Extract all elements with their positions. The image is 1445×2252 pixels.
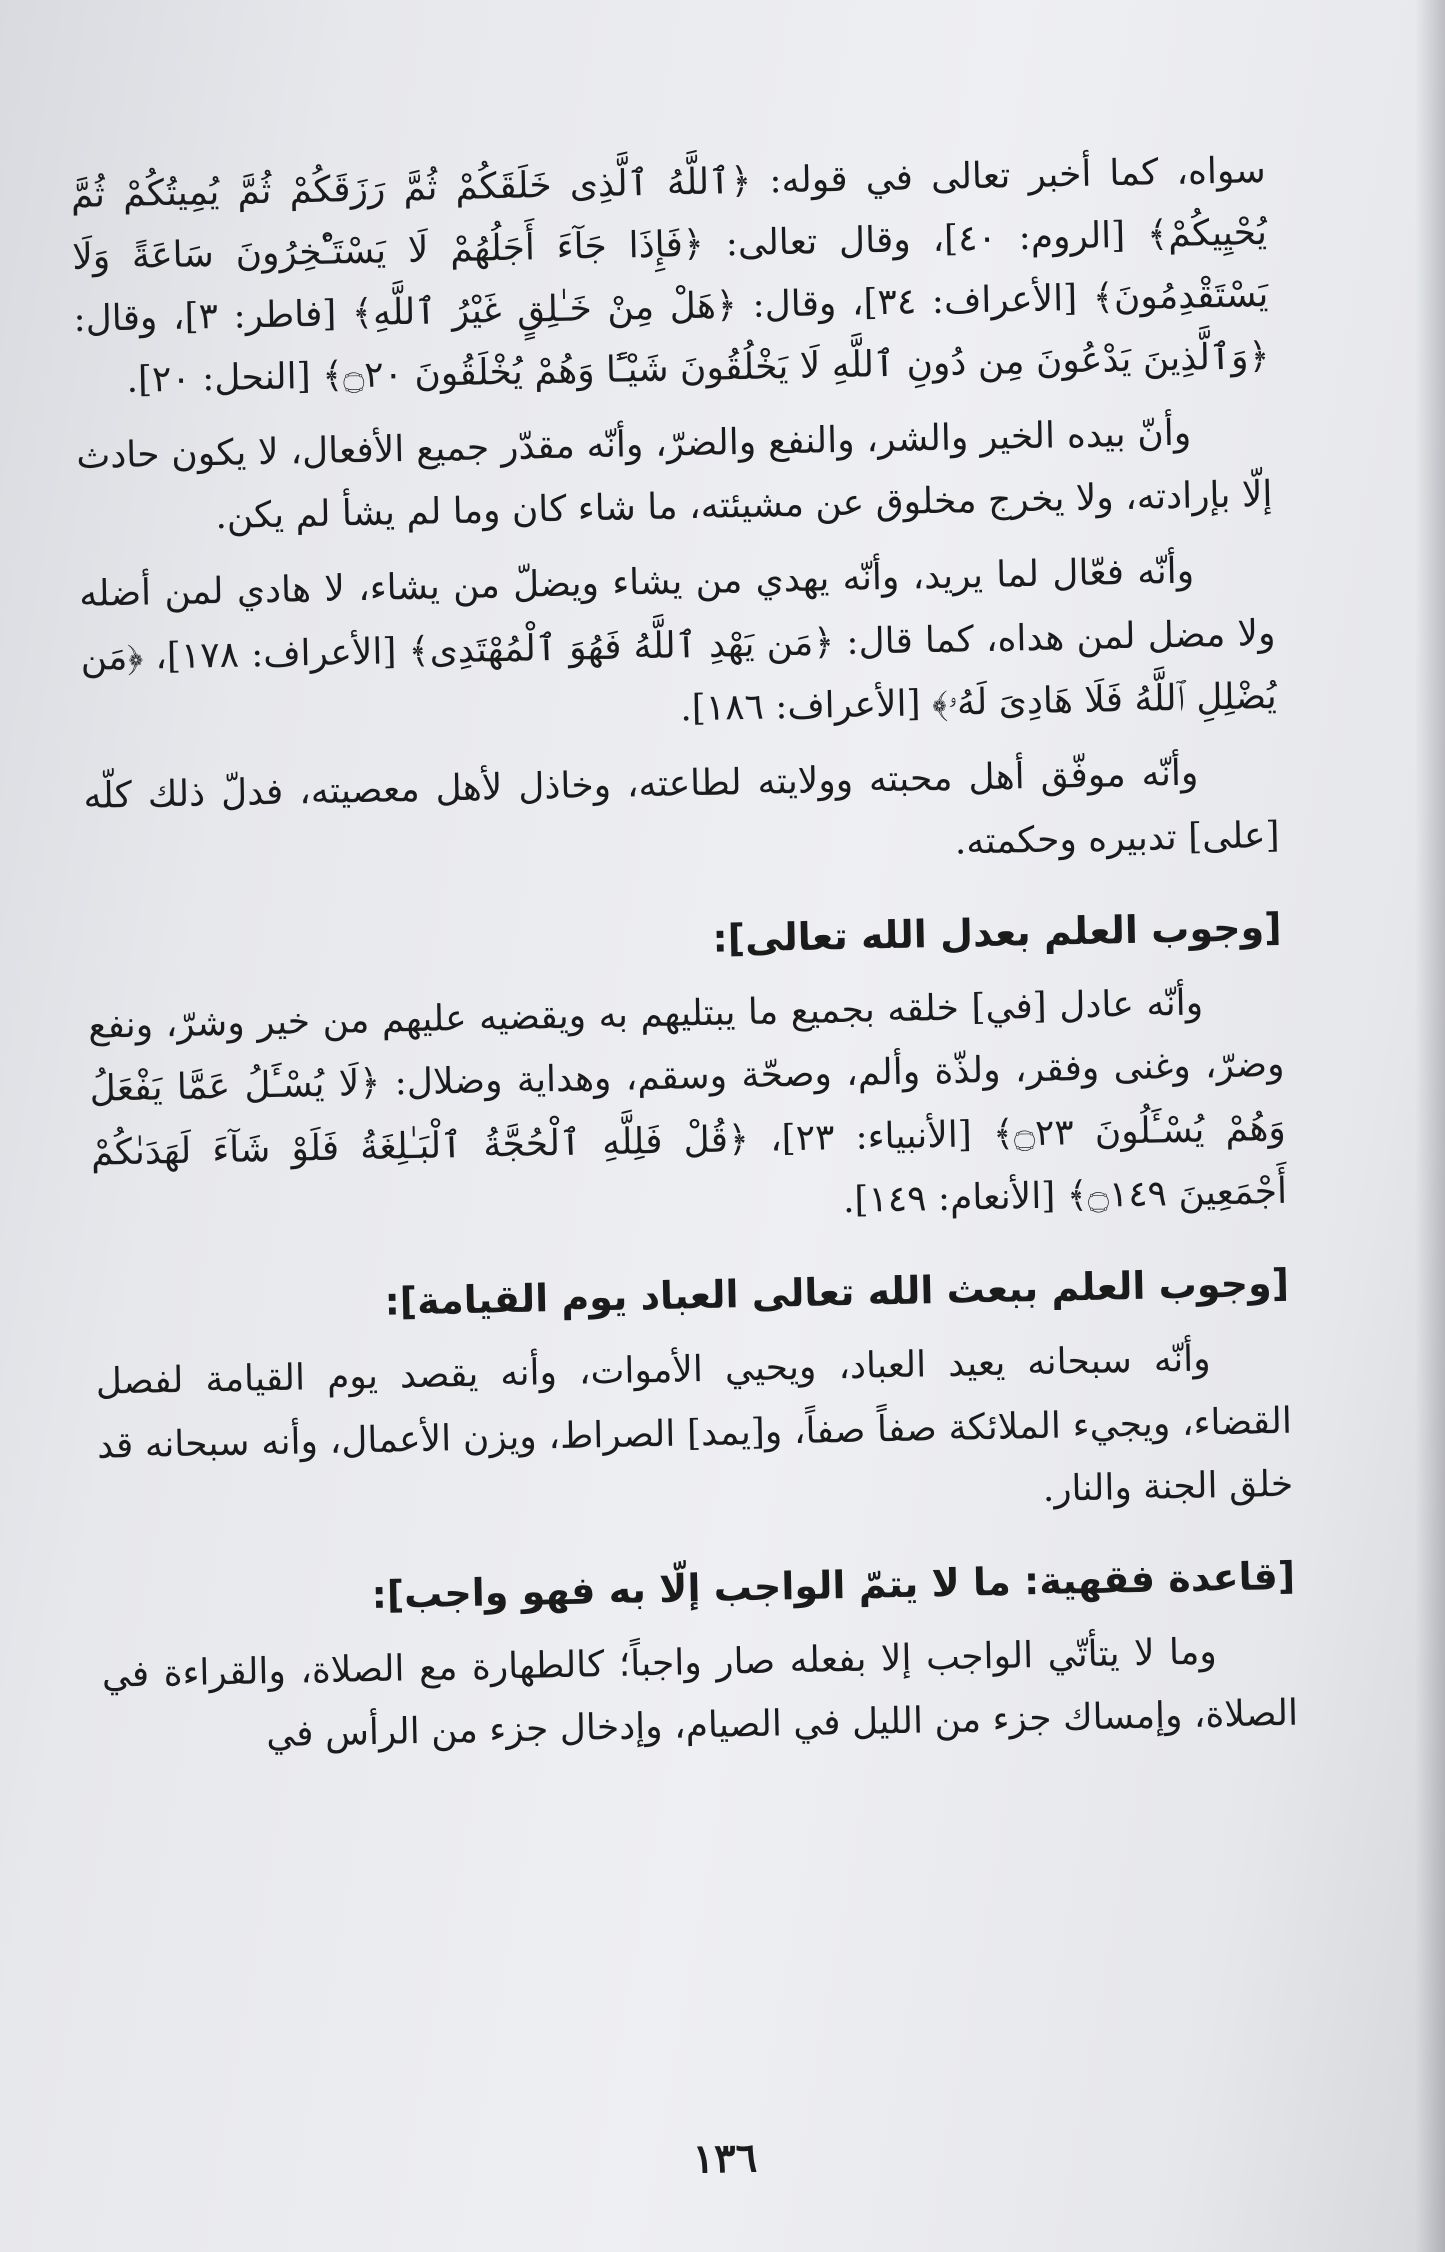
paragraph: وأنّه موفّق أهل محبته وولايته لطاعته، وخاذل لأهل معصيته، فدلّ ذلك كلّه [على] تدبيره وحكمته. xyxy=(83,752,1280,863)
page-edge-shadow xyxy=(1415,0,1445,2252)
paragraph: وما لا يتأتّي الواجب إلا بفعله صار واجباً؛ كالطهارة مع الصلاة، والقراءة في الصلاة، وإمساك جزء من الليل في الصيام، وإدخال جزء من الرأس في xyxy=(101,1631,1299,1756)
section-heading-resurrection: [وجوب العلم ببعث الله تعالى العباد يوم القيامة]: xyxy=(384,1261,1290,1325)
section-heading-fiqh-rule: [قاعدة فقهية: ما لا يتمّ الواجب إلّا به فهو واجب]: xyxy=(371,1553,1296,1618)
paragraph: وأنّه عادل [في] خلقه بجميع ما يبتليهم به ويقضيه عليهم من خير وشرّ، ونفع وضرّ، وغنى وفقر، ولذّة وألم، وصحّة وسقم، وهداية وضلال: ﴿لَا يُسْـَٔلُ عَمَّا يَفْعَلُ وَهُمْ يُسْـَٔلُونَ ۝٢٣﴾ [الأنبياء: ٢٣]، ﴿قُلْ فَلِلَّهِ ٱلْحُجَّةُ ٱلْبَـٰلِغَةُ فَلَوْ شَآءَ لَهَدَىٰكُمْ أَجْمَعِينَ ۝١٤٩﴾ [الأنعام: ١٤٩]. xyxy=(87,982,1288,1222)
section-heading-justice: [وجوب العلم بعدل الله تعالى]: xyxy=(712,904,1282,961)
page-text-block xyxy=(70,140,1298,1770)
page-number: ١٣٦ xyxy=(692,2134,758,2183)
paragraph: وأنّه فعّال لما يريد، وأنّه يهدي من يشاء ويضلّ من يشاء، لا هادي لمن أضله ولا مضل لمن هداه، كما قال: ﴿مَن يَهْدِ ٱللَّهُ فَهُوَ ٱلْمُهْتَدِى﴾ [الأعراف: ١٧٨]، ﴿مَن يُضْلِلِ ٱللَّهُ فَلَا هَادِىَ لَهُۥ﴾ [الأعراف: ١٨٦]. xyxy=(78,550,1278,730)
paragraph: وأنّ بيده الخير والشر، والنفع والضرّ، وأنّه مقدّر جميع الأفعال، لا يكون حادث إلّا بإرادته، ولا يخرج مخلوق عن مشيئته، ما شاء كان وما لم يشأ لم يكن. xyxy=(75,412,1273,538)
paragraph-continuation: سواه، كما أخبر تعالى في قوله: ﴿ٱللَّهُ ٱلَّذِى خَلَقَكُمْ ثُمَّ رَزَقَكُمْ ثُمَّ يُمِيتُكُمْ ثُمَّ يُحْيِيكُمْ﴾ [الروم: ٤٠]، وقال تعالى: ﴿فَإِذَا جَآءَ أَجَلُهُمْ لَا يَسْتَـْٔخِرُونَ سَاعَةً وَلَا يَسْتَقْدِمُونَ﴾ [الأعراف: ٣٤]، وقال: ﴿هَلْ مِنْ خَـٰلِقٍ غَيْرُ ٱللَّهِ﴾ [فاطر: ٣]، وقال: ﴿وَٱلَّذِينَ يَدْعُونَ مِن دُونِ ٱللَّهِ لَا يَخْلُقُونَ شَيْـًٔا وَهُمْ يُخْلَقُونَ ۝٢٠﴾ [النحل: ٢٠]. xyxy=(70,149,1270,401)
paragraph: وأنّه سبحانه يعيد العباد، ويحيي الأموات، وأنه يقصد يوم القيامة لفصل القضاء، ويجيء الملائكة صفاً صفاً، و[يمد] الصراط، ويزن الأعمال، وأنه سبحانه قد خلق الجنة والنار. xyxy=(95,1338,1294,1510)
